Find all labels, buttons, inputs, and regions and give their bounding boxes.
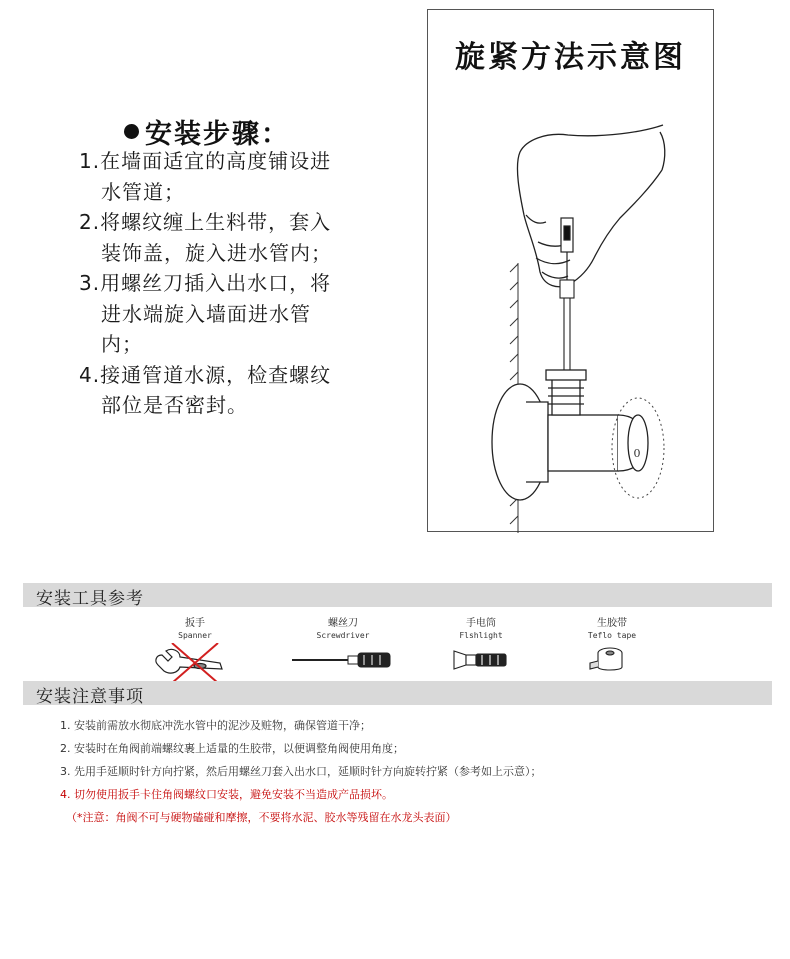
tool-name-zh: 手电筒: [466, 618, 496, 629]
steps-title-text: 安装步骤：: [145, 119, 290, 150]
diagram-title: 旋紧方法示意图: [455, 40, 686, 75]
steps-list: [79, 146, 349, 421]
flashlight-icon: [448, 643, 514, 677]
tools-section-header: [23, 583, 772, 607]
note-item-2: 2. 安装时在角阀前端螺纹裹上适量的生胶带，以便调整角阀使用角度；: [60, 742, 404, 755]
tool-teflon-tape: [582, 618, 642, 677]
tape-roll-icon: [582, 643, 642, 677]
screwdriver-shaft: [560, 280, 574, 380]
valve-install-illustration: [428, 10, 715, 533]
step-item-3: 3.用螺丝刀插入出水口，将进水端旋入墙面进水管内；: [79, 271, 332, 356]
step-item-2: 2.将螺纹缠上生料带，套入装饰盖，旋入进水管内；: [79, 210, 332, 265]
tool-spanner: [150, 618, 240, 683]
hand-icon: [517, 125, 664, 287]
tool-name-zh: 扳手: [185, 618, 205, 629]
tool-name-en: Spanner: [178, 631, 212, 640]
tightening-diagram: [427, 9, 714, 532]
note-remark: （*注意：角阀不可与硬物磕碰和摩擦，不要将水泥、胶水等残留在水龙头表面）: [66, 811, 457, 824]
note-item-3: 3. 先用手延顺时针方向拧紧，然后用螺丝刀套入出水口，延顺时针方向旋转拧紧（参考如上示意）；: [60, 765, 542, 778]
tool-name-zh: 生胶带: [597, 618, 627, 629]
note-item-4-warning: 4. 切勿使用扳手卡住角阀螺纹口安装，避免安装不当造成产品损坏。: [60, 788, 393, 801]
note-item-1: 1. 安装前需放水彻底冲洗水管中的泥沙及赃物，确保管道干净；: [60, 719, 371, 732]
tool-flashlight: [448, 618, 514, 677]
bullet-icon: [124, 124, 139, 139]
tool-screwdriver: [288, 618, 398, 677]
step-item-4: 4.接通管道水源，检查螺纹部位是否密封。: [79, 362, 332, 417]
step-item-1: 1.在墙面适宜的高度铺设进水管道；: [79, 149, 332, 204]
notes-section-title: 安装注意事项: [36, 687, 144, 707]
tool-name-en: Screwdriver: [316, 631, 370, 640]
angle-valve: [492, 370, 648, 500]
dial-label: 0: [633, 447, 641, 460]
notes-section-header: [23, 681, 772, 705]
notes-list: [60, 714, 780, 829]
tool-name-en: Teflo tape: [587, 631, 637, 640]
tools-section-title: 安装工具参考: [36, 589, 144, 609]
screwdriver-icon: [288, 643, 398, 677]
tool-name-en: Flshlight: [459, 631, 503, 640]
wrench-icon: [150, 643, 240, 683]
tool-name-zh: 螺丝刀: [328, 618, 358, 629]
